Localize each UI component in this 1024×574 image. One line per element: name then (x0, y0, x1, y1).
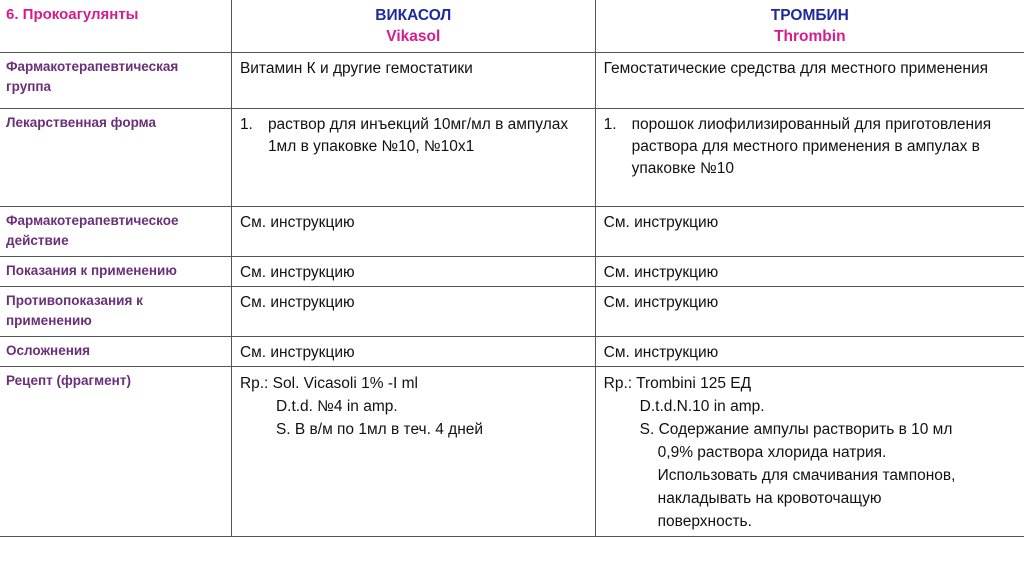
drug1-value: раствор для инъекций 10мг/мл в ампулах 1мл в упаковке №10, №10х1 (267, 115, 569, 155)
section-title-cell (0, 0, 231, 52)
list-number: 1. (603, 115, 617, 133)
drug2-name-lat: Thrombin (774, 28, 846, 45)
row-label: Противопоказания к применению (6, 292, 143, 328)
prescription-line: 0,9% раствора хлорида натрия. (657, 443, 887, 461)
header-row (0, 0, 1024, 52)
prescription-line: S. Содержание ампулы растворить в 10 мл (639, 420, 953, 438)
drug2-value: См. инструкцию (603, 263, 719, 281)
prescription-line: D.t.d.N.10 in amp. (639, 397, 765, 415)
drug2-value: См. инструкцию (603, 213, 719, 231)
table-row (0, 366, 1024, 536)
row-label: Фармакотерапевтическое действие (6, 212, 179, 248)
drug1-value: См. инструкцию (239, 293, 355, 311)
table-row (0, 52, 1024, 108)
drug1-value: См. инструкцию (239, 263, 355, 281)
drug2-value: См. инструкцию (603, 343, 719, 361)
prescription-line: Rp.: Sol. Vicasoli 1% -I ml (239, 374, 418, 392)
drug2-value: См. инструкцию (603, 293, 719, 311)
drug1-header-cell (231, 0, 595, 52)
drug1-name-ru: ВИКАСОЛ (375, 7, 452, 24)
drug1-value: См. инструкцию (239, 343, 355, 361)
prescription-line: поверхность. (657, 512, 752, 530)
drug2-prescription (596, 367, 1024, 533)
list-number: 1. (239, 115, 253, 133)
prescription-line: D.t.d. №4 in amp. (275, 397, 398, 415)
table-row (0, 206, 1024, 256)
prescription-line: Использовать для смачивания тампонов, (657, 466, 956, 484)
prescription-line: накладывать на кровоточащую (657, 489, 882, 507)
drug2-value: Гемостатические средства для местного применения (603, 59, 989, 77)
drug2-header-cell (595, 0, 1024, 52)
row-label: Фармакотерапевтическая группа (6, 58, 179, 94)
table-row (0, 336, 1024, 366)
row-label: Осложнения (6, 342, 91, 358)
row-label: Показания к применению (6, 262, 177, 278)
table-row (0, 108, 1024, 206)
section-title: 6. Прокоагулянты (6, 6, 139, 23)
prescription-line: Rp.: Trombini 125 ЕД (603, 374, 752, 392)
drug1-name-lat: Vikasol (386, 28, 441, 45)
drug1-value: См. инструкцию (239, 213, 355, 231)
prescription-line: S. В в/м по 1мл в теч. 4 дней (275, 420, 484, 438)
drug1-prescription (232, 367, 595, 441)
row-label: Рецепт (фрагмент) (6, 372, 131, 388)
drug2-value: порошок лиофилизированный для приготовления раствора для местного применения в ампулах в упаковке №10 (631, 115, 992, 177)
drug1-value: Витамин К и другие гемостатики (239, 59, 473, 77)
drug2-name-ru: ТРОМБИН (770, 7, 849, 24)
table-row (0, 286, 1024, 336)
row-label: Лекарственная форма (6, 114, 156, 130)
table-row (0, 256, 1024, 286)
